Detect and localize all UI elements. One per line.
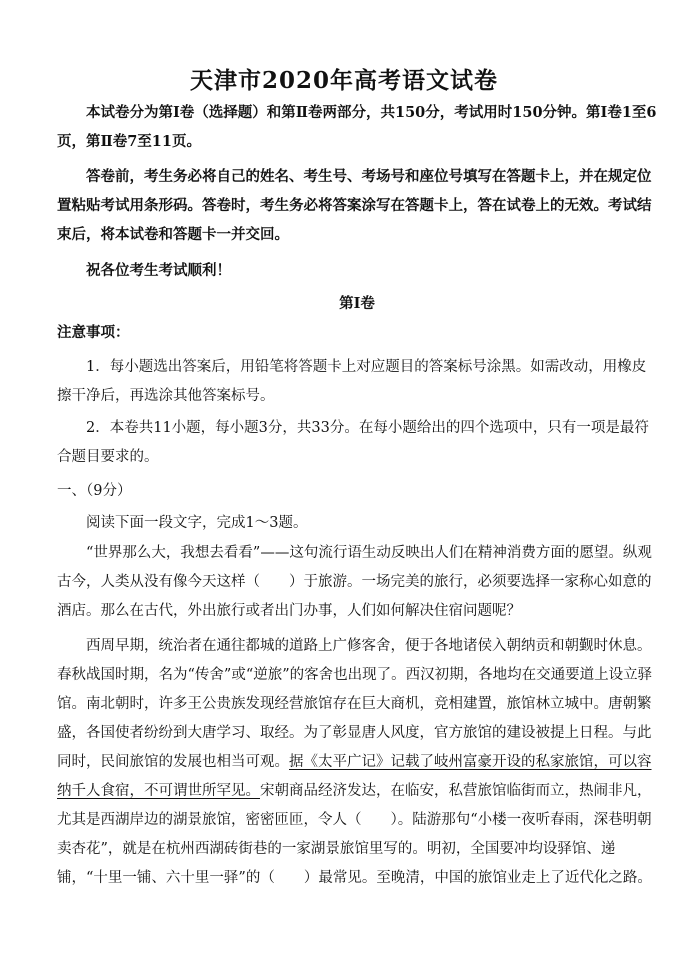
notes-heading: 注意事项： bbox=[57, 324, 130, 341]
passage-paragraph-2-part-a: 西周早期，统治者在通往都城的道路上广修客舍，便于各地诸侯入朝纳贡和朝觐时休息。春秋战国时期，名为“传舍”或“逆旅”的客舍也出现了。西汉初期，各地均在交通要道上设立驿馆。南北朝时，许多王公贵族发现经营旅馆存在巨大商机，竞相建置，旅馆林立城中。唐朝繁盛，各国使者纷纷到大唐学习、取经。为了彰显唐人风度，官方旅馆的建设被提上日程。与此同时，民间旅馆的发展也相当可观。 bbox=[57, 638, 653, 770]
notes-item-2: 2．本卷共11小题，每小题3分，共33分。在每小题给出的四个选项中，只有一项是最符合题目要求的。 bbox=[57, 420, 649, 465]
passage-paragraph-2 bbox=[57, 632, 657, 893]
section-title: 第Ⅰ卷 bbox=[339, 295, 375, 312]
reading-instruction: 阅读下面一段文字，完成1～3题。 bbox=[86, 515, 308, 531]
underlined-sentence: 据《太平广记》记载了岐州富豪开设的私家旅馆，可以容纳千人食宿，不可谓世所罕见。 bbox=[57, 754, 652, 799]
good-luck-line: 祝各位考生考试顺利！ bbox=[86, 262, 231, 279]
passage-paragraph-2-part-b: 宋朝商品经济发达，在临安，私营旅馆临街而立，热闹非凡，尤其是西湖岸边的湖景旅馆，密密匝匝，令人（ ）。陆游那句“小楼一夜听春雨，深巷明朝卖杏花”，就是在杭州西湖砖街巷的一家湖景旅馆里写的。明初，全国要冲均设驿馆、递铺，“十里一铺、六十里一驿”的（ ）最常见。至晚清，中国的旅馆业走上了近代化之路。 bbox=[57, 783, 652, 886]
exam-title: 天津市2020年高考语文试卷 bbox=[189, 67, 498, 94]
passage-paragraph-1: “世界那么大，我想去看看”——这句流行语生动反映出人们在精神消费方面的愿望。纵观古今，人类从没有像今天这样（ ）于旅游。一场完美的旅行，必须要选择一家称心如意的酒店。那么在古代，外出旅行或者出门办事，人们如何解决住宿问题呢？ bbox=[57, 545, 652, 619]
intro-paragraph-1: 本试卷分为第Ⅰ卷（选择题）和第Ⅱ卷两部分，共150分，考试用时150分钟。第Ⅰ卷1至6页，第Ⅱ卷7至11页。 bbox=[57, 104, 657, 150]
notes-item-1: 1．每小题选出答案后，用铅笔将答题卡上对应题目的答案标号涂黑。如需改动，用橡皮擦干净后，再选涂其他答案标号。 bbox=[57, 359, 647, 404]
part1-heading: 一、（9分） bbox=[57, 483, 132, 499]
intro-paragraph-2: 答卷前，考生务必将自己的姓名、考生号、考场号和座位号填写在答题卡上，并在规定位置粘贴考试用条形码。答卷时，考生务必将答案涂写在答题卡上，答在试卷上的无效。考试结束后，将本试卷和答题卡一并交回。 bbox=[57, 168, 652, 243]
